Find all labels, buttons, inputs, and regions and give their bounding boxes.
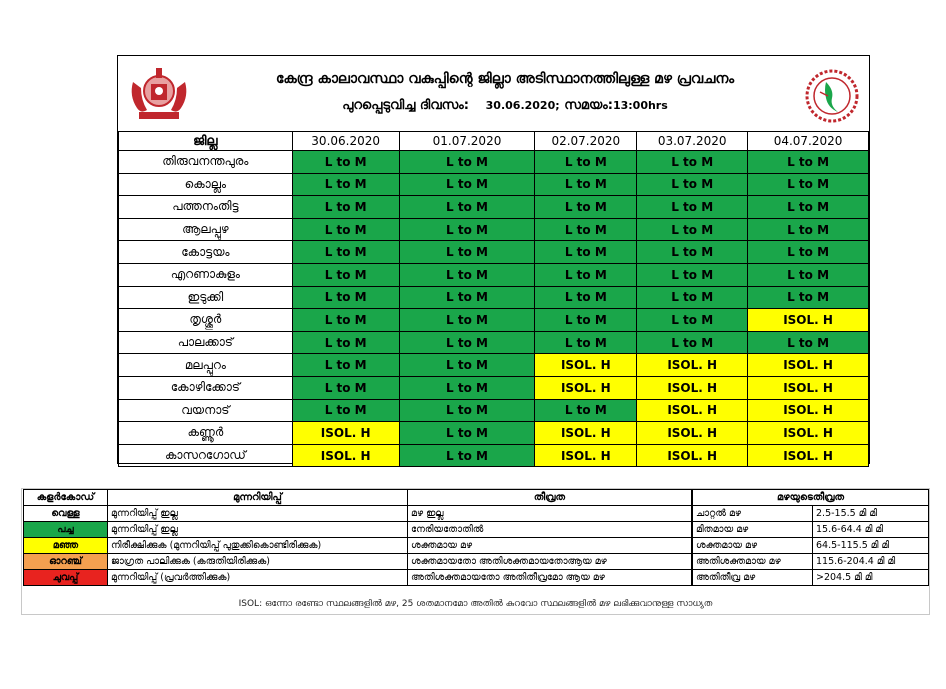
table-row <box>119 354 869 377</box>
time-value: 13:00hrs <box>612 99 668 112</box>
table-row <box>119 422 869 445</box>
forecast-cell: L to M <box>535 263 637 286</box>
forecast-cell: L to M <box>399 422 535 445</box>
legend-warning: ജാഗ്രത പാലിക്കുക (കരുതിയിരിക്കുക) <box>108 554 408 570</box>
forecast-cell: L to M <box>292 241 399 264</box>
intensity-range: 15.6-64.4 മി മി <box>813 522 929 538</box>
legend-intensity: മഴ ഇല്ല <box>408 506 692 522</box>
district-name: കാസറഗോഡ് <box>119 444 293 467</box>
intensity-row <box>693 538 929 554</box>
forecast-cell: L to M <box>748 218 869 241</box>
legend-color-code: ചുവപ്പ് <box>24 570 108 586</box>
district-name: കണ്ണൂർ <box>119 422 293 445</box>
forecast-cell: ISOL. H <box>637 376 748 399</box>
legend-row <box>24 570 692 586</box>
forecast-cell: L to M <box>292 196 399 219</box>
isol-note: ISOL: ഒന്നോ രണ്ടോ സ്ഥലങ്ങളിൽ മഴ, 25 ശതമാനമോ അതിൽ കുറവോ സ്ഥലങ്ങളിൽ മഴ ലഭിക്കുവാനുള്ള സാധ്യത <box>238 599 713 609</box>
forecast-cell: L to M <box>535 241 637 264</box>
date-header: 04.07.2020 <box>748 132 869 151</box>
legend-row <box>24 506 692 522</box>
forecast-cell: L to M <box>399 241 535 264</box>
kerala-emblem-icon <box>127 64 191 124</box>
forecast-cell: L to M <box>637 286 748 309</box>
legend-header-row <box>24 490 692 506</box>
legend-intensity: അതിശക്തമായതോ അതിതീവ്രമോ ആയ മഴ <box>408 570 692 586</box>
table-row <box>119 376 869 399</box>
district-header: ജില്ല <box>119 132 293 151</box>
legend-intensity: നേരിയതോതിൽ <box>408 522 692 538</box>
table-row <box>119 151 869 174</box>
forecast-cell: ISOL. H <box>748 354 869 377</box>
forecast-frame <box>117 55 870 464</box>
issued-label: പുറപ്പെടുവിച്ച ദിവസം: <box>342 98 469 113</box>
district-name: കോട്ടയം <box>119 241 293 264</box>
legend-warning: മുന്നറിയിപ്പ് (പ്രവർത്തിക്കുക) <box>108 570 408 586</box>
table-row <box>119 173 869 196</box>
forecast-cell: L to M <box>292 263 399 286</box>
forecast-cell: ISOL. H <box>535 444 637 467</box>
date-header: 01.07.2020 <box>399 132 535 151</box>
intensity-label: അതിശക്തമായ മഴ <box>693 554 813 570</box>
district-name: തിരുവനന്തപുരം <box>119 151 293 174</box>
table-row <box>119 444 869 467</box>
forecast-cell: ISOL. H <box>637 422 748 445</box>
report-title: കേന്ദ്ര കാലാവസ്ഥാ വകുപ്പിന്റെ ജില്ലാ അടിസ്ഥാനത്തിലുള്ള മഴ പ്രവചനം <box>275 71 735 87</box>
legend-color-code: പച്ച <box>24 522 108 538</box>
forecast-cell: L to M <box>535 151 637 174</box>
forecast-cell: L to M <box>637 218 748 241</box>
legend-color-code: വെള്ള <box>24 506 108 522</box>
intensity-label: അതിതീവ്ര മഴ <box>693 570 813 586</box>
forecast-header-row <box>119 132 869 151</box>
forecast-cell: L to M <box>292 376 399 399</box>
intensity-label: ചാറ്റൽ മഴ <box>693 506 813 522</box>
forecast-cell: ISOL. H <box>637 444 748 467</box>
legend-header: തീവ്രത <box>408 490 692 506</box>
forecast-cell: L to M <box>748 151 869 174</box>
district-name: വയനാട് <box>119 399 293 422</box>
table-row <box>119 399 869 422</box>
district-name: കോഴിക്കോട് <box>119 376 293 399</box>
forecast-cell: L to M <box>637 151 748 174</box>
forecast-cell: L to M <box>292 354 399 377</box>
forecast-cell: L to M <box>399 444 535 467</box>
forecast-cell: L to M <box>535 218 637 241</box>
legend-intensity: ശക്തമായ മഴ <box>408 538 692 554</box>
legend-warning: മുന്നറിയിപ്പ് ഇല്ല <box>108 522 408 538</box>
forecast-cell: ISOL. H <box>535 376 637 399</box>
forecast-cell: L to M <box>637 173 748 196</box>
color-code-legend <box>23 489 692 586</box>
forecast-cell: L to M <box>535 399 637 422</box>
forecast-cell: ISOL. H <box>535 354 637 377</box>
forecast-cell: L to M <box>292 286 399 309</box>
legend-warning: മുന്നറിയിപ്പ് ഇല്ല <box>108 506 408 522</box>
forecast-cell: ISOL. H <box>292 422 399 445</box>
forecast-cell: ISOL. H <box>748 309 869 332</box>
intensity-range: >204.5 മി മി <box>813 570 929 586</box>
forecast-cell: L to M <box>637 331 748 354</box>
issued-date: 30.06.2020; <box>485 99 560 112</box>
intensity-range: 64.5-115.5 മി മി <box>813 538 929 554</box>
district-name: പത്തനംതിട്ട <box>119 196 293 219</box>
forecast-cell: L to M <box>292 218 399 241</box>
table-row <box>119 331 869 354</box>
forecast-cell: L to M <box>748 196 869 219</box>
forecast-cell: L to M <box>399 399 535 422</box>
forecast-cell: L to M <box>637 241 748 264</box>
district-name: മലപ്പുറം <box>119 354 293 377</box>
forecast-cell: L to M <box>399 376 535 399</box>
issued-line <box>210 98 800 113</box>
intensity-label: ശക്തമായ മഴ <box>693 538 813 554</box>
forecast-cell: ISOL. H <box>535 422 637 445</box>
intensity-header-row <box>693 490 929 506</box>
time-label: സമയം: <box>564 98 613 113</box>
intensity-label: മിതമായ മഴ <box>693 522 813 538</box>
forecast-cell: L to M <box>399 331 535 354</box>
forecast-cell: L to M <box>535 309 637 332</box>
intensity-row <box>693 570 929 586</box>
table-row <box>119 286 869 309</box>
forecast-cell: L to M <box>535 173 637 196</box>
imd-logo-icon <box>804 68 860 124</box>
forecast-cell: L to M <box>399 151 535 174</box>
district-name: കൊല്ലം <box>119 173 293 196</box>
intensity-header: മഴയുടെതീവ്രത <box>693 490 929 506</box>
legend-intensity: ശക്തമായതോ അതിശക്തമായതോആയ മഴ <box>408 554 692 570</box>
forecast-cell: L to M <box>748 331 869 354</box>
intensity-row <box>693 554 929 570</box>
date-header: 03.07.2020 <box>637 132 748 151</box>
legend-color-code: മഞ്ഞ <box>24 538 108 554</box>
forecast-cell: L to M <box>748 241 869 264</box>
forecast-cell: L to M <box>637 309 748 332</box>
date-header: 02.07.2020 <box>535 132 637 151</box>
table-row <box>119 263 869 286</box>
district-name: എറണാകുളം <box>119 263 293 286</box>
forecast-cell: L to M <box>399 196 535 219</box>
intensity-range: 2.5-15.5 മി മി <box>813 506 929 522</box>
forecast-cell: L to M <box>292 399 399 422</box>
district-name: പാലക്കാട് <box>119 331 293 354</box>
legend-row <box>24 522 692 538</box>
forecast-cell: L to M <box>535 331 637 354</box>
intensity-range: 115.6-204.4 മി മി <box>813 554 929 570</box>
rain-intensity-table <box>692 489 929 586</box>
table-row <box>119 241 869 264</box>
legend-row <box>24 554 692 570</box>
forecast-cell: L to M <box>748 173 869 196</box>
forecast-cell: L to M <box>748 286 869 309</box>
forecast-cell: L to M <box>399 173 535 196</box>
forecast-cell: L to M <box>637 263 748 286</box>
forecast-cell: ISOL. H <box>748 399 869 422</box>
forecast-cell: L to M <box>292 331 399 354</box>
forecast-cell: ISOL. H <box>748 422 869 445</box>
intensity-row <box>693 506 929 522</box>
legend-header: മുന്നറിയിപ്പ് <box>108 490 408 506</box>
legend-color-code: ഓറഞ്ച് <box>24 554 108 570</box>
forecast-cell: ISOL. H <box>748 376 869 399</box>
forecast-cell: ISOL. H <box>637 354 748 377</box>
forecast-cell: L to M <box>292 151 399 174</box>
forecast-cell: L to M <box>399 218 535 241</box>
forecast-cell: L to M <box>748 263 869 286</box>
intensity-row <box>693 522 929 538</box>
forecast-table <box>118 131 869 467</box>
forecast-cell: ISOL. H <box>292 444 399 467</box>
forecast-cell: L to M <box>292 173 399 196</box>
table-row <box>119 309 869 332</box>
forecast-cell: L to M <box>399 309 535 332</box>
district-name: ഇടുക്കി <box>119 286 293 309</box>
forecast-cell: L to M <box>535 196 637 219</box>
district-name: ആലപ്പുഴ <box>119 218 293 241</box>
forecast-cell: L to M <box>399 263 535 286</box>
forecast-cell: ISOL. H <box>637 399 748 422</box>
table-row <box>119 196 869 219</box>
report-header <box>118 56 869 132</box>
table-row <box>119 218 869 241</box>
forecast-cell: L to M <box>535 286 637 309</box>
forecast-cell: ISOL. H <box>748 444 869 467</box>
forecast-cell: L to M <box>292 309 399 332</box>
forecast-cell: L to M <box>637 196 748 219</box>
date-header: 30.06.2020 <box>292 132 399 151</box>
forecast-cell: L to M <box>399 354 535 377</box>
legend-row <box>24 538 692 554</box>
legend-header: കളർകോഡ് <box>24 490 108 506</box>
legend-warning: നിരീക്ഷിക്കുക (മുന്നറിയിപ്പ് പുതുക്കികൊണ്ടിരിക്കുക) <box>108 538 408 554</box>
forecast-cell: L to M <box>399 286 535 309</box>
district-name: തൃശ്ശൂർ <box>119 309 293 332</box>
